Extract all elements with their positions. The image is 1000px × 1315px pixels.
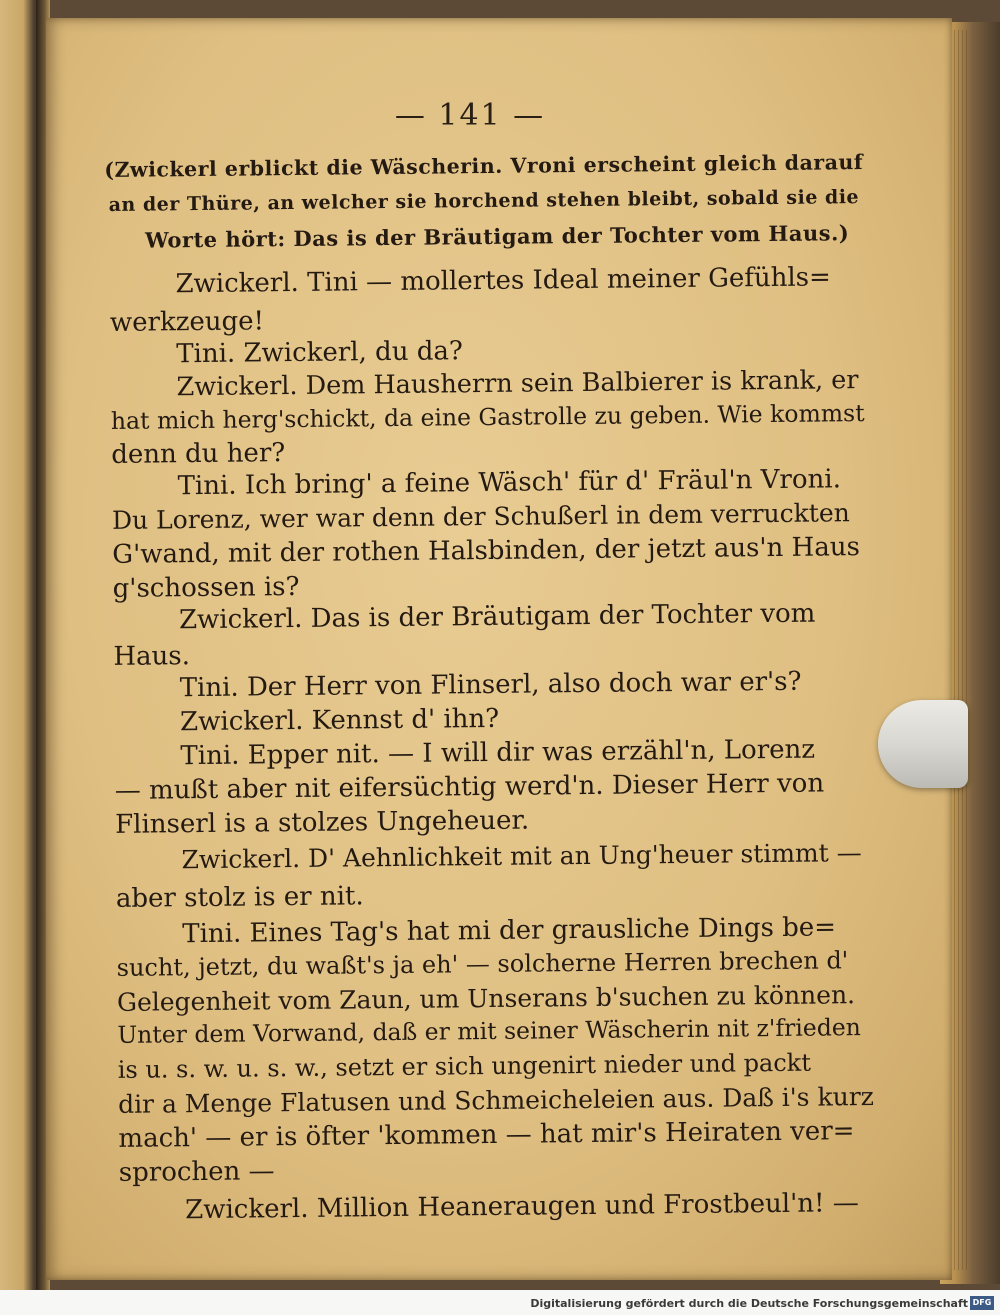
text-line: (Zwickerl erblickt die Wäscherin. Vroni erscheint gleich darauf xyxy=(104,150,864,182)
text-line: Zwickerl. Das is der Bräutigam der Tochter vom xyxy=(178,598,816,636)
text-line: Tini. Zwickerl, du da? xyxy=(176,336,463,370)
text-line: sucht, jetzt, du waßt's ja eh' — solcherne Herren brechen d' xyxy=(116,946,849,982)
text-line: Haus. xyxy=(113,641,191,672)
text-line: Zwickerl. D' Aehnlichkeit mit an Ung'heuer stimmt — xyxy=(181,838,862,875)
page-holder-clip xyxy=(878,700,968,788)
text-line: Du Lorenz, wer war denn der Schußerl in dem verruckten xyxy=(111,498,850,535)
text-line: aber stolz is er nit. xyxy=(115,881,364,914)
text-line: an der Thüre, an welcher sie horchend stehen bleibt, sobald sie die xyxy=(108,186,860,216)
dfg-credit-text: Digitalisierung gefördert durch die Deutsche Forschungsgemeinschaft xyxy=(530,1297,968,1310)
text-line: g'schossen is? xyxy=(112,571,300,604)
text-line: Flinserl is a stolzes Ungeheuer. xyxy=(115,805,530,840)
text-line: Tini. Der Herr von Flinserl, also doch war er's? xyxy=(179,666,802,704)
text-line: is u. s. w. u. s. w., setzt er sich ungenirt nieder und packt xyxy=(117,1048,812,1084)
text-line: Worte hört: Das is der Bräutigam der Tochter vom Haus.) xyxy=(144,220,850,253)
page-stack-lines xyxy=(950,30,970,1270)
text-line: hat mich herg'schickt, da eine Gastrolle zu geben. Wie kommst xyxy=(110,399,865,435)
text-line: Gelegenheit vom Zaun, um Unserans b'suchen zu können. xyxy=(116,980,856,1017)
text-line: Tini. Epper nit. — I will dir was erzähl'n, Lorenz xyxy=(180,734,816,772)
text-line: Zwickerl. Million Heaneraugen und Frostbeul'n! — xyxy=(185,1188,859,1226)
text-line: sprochen — xyxy=(118,1156,275,1188)
text-line: G'wand, mit der rothen Halsbinden, der jetzt aus'n Haus xyxy=(112,532,861,570)
text-line: Tini. Ich bring' a feine Wäsch' für d' Fräul'n Vroni. xyxy=(177,464,842,502)
text-line: denn du her? xyxy=(111,438,286,470)
text-line: Unter dem Vorwand, daß er mit seiner Wäscherin nit z'frieden xyxy=(117,1013,861,1049)
text-line: Tini. Eines Tag's hat mi der grausliche Dings be= xyxy=(182,912,837,950)
text-line: Zwickerl. Tini — mollertes Ideal meiner Gefühls= xyxy=(175,262,831,300)
text-line: — mußt aber nit eifersüchtig werd'n. Dieser Herr von xyxy=(114,768,825,806)
text-line: dir a Menge Flatusen und Schmeicheleien aus. Daß i's kurz xyxy=(117,1081,875,1119)
page-number: — 141 — xyxy=(394,98,546,133)
text-line: Zwickerl. Kennst d' ihn? xyxy=(179,703,500,738)
dfg-logo: DFG xyxy=(970,1296,994,1310)
text-line: Zwickerl. Dem Hausherrn sein Balbierer is krank, er xyxy=(176,365,859,403)
text-line: mach' — er is öfter 'kommen — hat mir's Heiraten ver= xyxy=(118,1116,855,1154)
text-line: werkzeuge! xyxy=(109,306,265,338)
